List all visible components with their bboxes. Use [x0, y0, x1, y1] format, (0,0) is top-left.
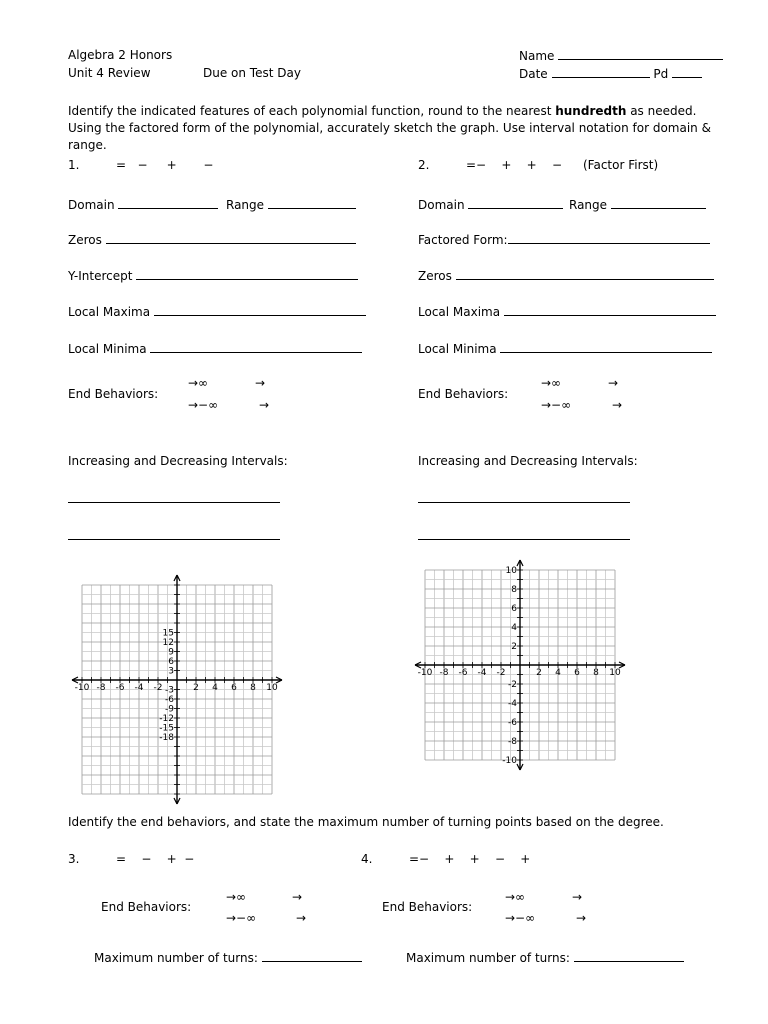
p3-turns: Maximum number of turns:: [94, 950, 362, 966]
problem-2-equation: =− + + −: [466, 158, 563, 172]
y-tick-label: -4: [508, 699, 517, 709]
p2-domain-field[interactable]: [468, 197, 563, 209]
p2-minima: Local Minima: [418, 341, 712, 357]
p1-incdec-field-1[interactable]: [68, 491, 280, 503]
p2-end-label: End Behaviors:: [418, 387, 509, 401]
p1-yint-field[interactable]: [136, 268, 358, 280]
course-title: Algebra 2 Honors: [68, 48, 173, 62]
problem-2-note: (Factor First): [583, 158, 659, 172]
y-tick-label: -6: [508, 718, 517, 728]
y-tick-label: 10: [505, 566, 517, 576]
problem-3-number: 3.: [68, 852, 80, 866]
p2-factored: Factored Form:: [418, 232, 710, 248]
y-tick-label: -8: [508, 737, 517, 747]
problem-4-equation: =− + + − +: [409, 852, 531, 866]
y-tick-label: -12: [159, 714, 174, 724]
p3-arrow-pos: →∞: [226, 890, 247, 904]
p2-incdec-label: Increasing and Decreasing Intervals:: [418, 454, 638, 468]
y-tick-label: 6: [511, 604, 517, 614]
p1-maxima: Local Maxima: [68, 304, 366, 320]
x-tick-label: 10: [609, 668, 621, 678]
x-tick-label: -2: [153, 683, 163, 693]
x-tick-label: -6: [458, 668, 468, 678]
p1-range: Range: [226, 197, 356, 213]
p1-arrow-neg-result: →: [259, 398, 270, 412]
p3-end-label: End Behaviors:: [101, 900, 192, 914]
x-tick-label: 8: [593, 668, 599, 678]
x-tick-label: 2: [193, 683, 199, 693]
x-tick-label: -10: [74, 683, 90, 693]
p1-incdec-field-2[interactable]: [68, 528, 280, 540]
p1-domain: Domain: [68, 197, 218, 213]
problem-2-number: 2.: [418, 158, 430, 172]
problem-1-number: 1.: [68, 158, 80, 172]
p4-arrow-neg-result: →: [576, 911, 587, 925]
x-tick-label: 2: [536, 668, 542, 678]
p1-zeros: Zeros: [68, 232, 356, 248]
p4-arrow-neg: →−∞: [505, 911, 536, 925]
p2-factored-field[interactable]: [508, 232, 710, 244]
p1-arrow-neg: →−∞: [188, 398, 219, 412]
date-field[interactable]: [552, 66, 650, 78]
x-tick-label: 6: [231, 683, 237, 693]
p1-zeros-field[interactable]: [106, 232, 356, 244]
p1-minima: Local Minima: [68, 341, 362, 357]
p4-arrow-pos: →∞: [505, 890, 526, 904]
p2-minima-field[interactable]: [500, 341, 712, 353]
p2-maxima-field[interactable]: [504, 304, 716, 316]
x-tick-label: 4: [212, 683, 218, 693]
p1-minima-field[interactable]: [150, 341, 362, 353]
p4-turns: Maximum number of turns:: [406, 950, 684, 966]
p1-arrow-pos-result: →: [255, 376, 266, 390]
p2-range: Range: [569, 197, 706, 213]
y-tick-label: -6: [165, 695, 174, 705]
p1-incdec-label: Increasing and Decreasing Intervals:: [68, 454, 288, 468]
y-tick-label: 3: [168, 666, 174, 677]
name-label: Name: [519, 48, 723, 64]
p2-range-field[interactable]: [611, 197, 706, 209]
y-tick-label: 12: [162, 638, 174, 648]
p4-end-label: End Behaviors:: [382, 900, 473, 914]
p1-range-field[interactable]: [268, 197, 356, 209]
y-tick-label: 2: [511, 642, 517, 652]
y-tick-label: 4: [511, 623, 517, 633]
y-tick-label: -15: [159, 723, 174, 734]
problem-4-number: 4.: [361, 852, 373, 866]
p2-arrow-pos-result: →: [608, 376, 619, 390]
p2-arrow-neg: →−∞: [541, 398, 572, 412]
instructions: Identify the indicated features of each polynomial function, round to the nearest hundredth as needed. Using the factored form of the polynomial, accurately sketch the graph. Use interval notation for domain & range.: [68, 104, 711, 152]
p4-turns-field[interactable]: [574, 950, 684, 962]
x-tick-label: 8: [250, 683, 256, 693]
graph-2-grid[interactable]: [405, 555, 635, 775]
name-field[interactable]: [558, 48, 723, 60]
y-tick-label: -10: [502, 756, 517, 766]
y-tick-label: 9: [168, 647, 174, 658]
y-tick-label: 15: [162, 628, 174, 639]
p1-maxima-field[interactable]: [154, 304, 366, 316]
p2-arrow-pos: →∞: [541, 376, 562, 390]
p1-end-label: End Behaviors:: [68, 387, 159, 401]
problem-1-equation: = − + −: [116, 158, 214, 172]
y-tick-label: -18: [159, 733, 174, 743]
p1-yint: Y-Intercept: [68, 268, 358, 284]
y-tick-label: -9: [165, 704, 174, 715]
period-field[interactable]: [672, 66, 702, 78]
y-tick-label: -2: [508, 680, 517, 690]
x-tick-label: -6: [115, 683, 125, 693]
p4-arrow-pos-result: →: [572, 890, 583, 904]
p1-domain-field[interactable]: [118, 197, 218, 209]
p2-maxima: Local Maxima: [418, 304, 716, 320]
section-2-instructions: Identify the end behaviors, and state the maximum number of turning points based on the degree.: [68, 815, 664, 829]
p2-incdec-field-1[interactable]: [418, 491, 630, 503]
x-tick-label: -4: [477, 668, 487, 678]
p2-incdec-field-2[interactable]: [418, 528, 630, 540]
p2-domain: Domain: [418, 197, 563, 213]
x-tick-label: -8: [439, 668, 449, 678]
y-tick-label: -3: [165, 685, 174, 696]
p3-turns-field[interactable]: [262, 950, 362, 962]
date-label: Date Pd: [519, 66, 702, 82]
x-tick-label: -2: [496, 668, 506, 678]
unit-title: Unit 4 Review: [68, 66, 151, 80]
p3-arrow-neg: →−∞: [226, 911, 257, 925]
x-tick-label: -4: [134, 683, 144, 693]
x-tick-label: -10: [417, 668, 433, 678]
graph-1-grid[interactable]: [60, 570, 300, 805]
x-tick-label: 10: [266, 683, 278, 693]
p3-arrow-pos-result: →: [292, 890, 303, 904]
p1-arrow-pos: →∞: [188, 376, 209, 390]
p2-zeros-field[interactable]: [456, 268, 714, 280]
x-tick-label: 6: [574, 668, 580, 678]
problem-3-equation: = − + −: [116, 852, 195, 866]
x-tick-label: -8: [96, 683, 106, 693]
due-note: Due on Test Day: [203, 66, 301, 80]
y-tick-label: 6: [168, 657, 174, 667]
p3-arrow-neg-result: →: [296, 911, 307, 925]
y-tick-label: 8: [511, 585, 517, 595]
x-tick-label: 4: [555, 668, 561, 678]
p2-zeros: Zeros: [418, 268, 714, 284]
p2-arrow-neg-result: →: [612, 398, 623, 412]
